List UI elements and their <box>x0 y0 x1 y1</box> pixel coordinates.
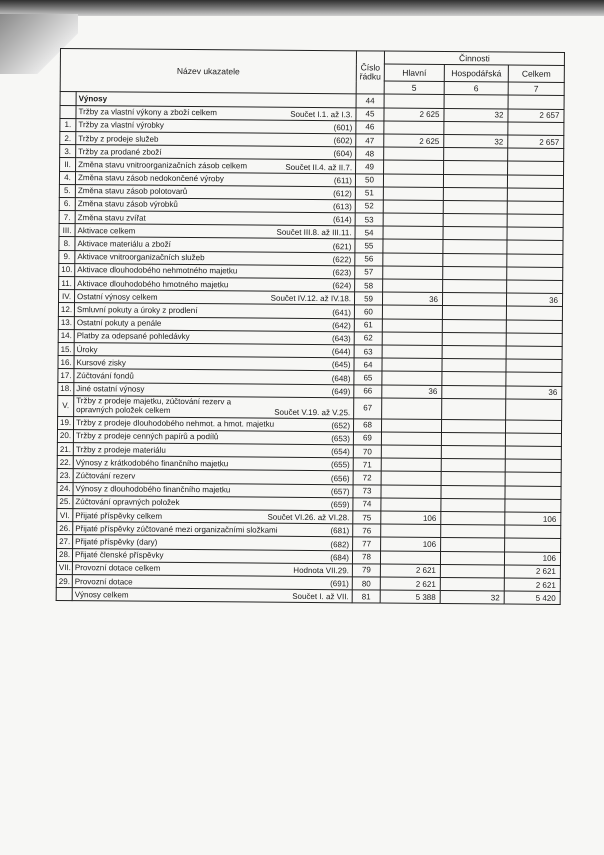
row-label: Zúčtování opravných položek <box>75 497 180 508</box>
row-code: 1. <box>60 118 76 131</box>
row-account-ref: (612) <box>333 189 352 199</box>
value-main <box>383 187 443 201</box>
row-account-ref: (614) <box>332 215 352 225</box>
row-number: 55 <box>355 239 383 252</box>
value-main <box>383 279 443 293</box>
row-name <box>72 588 352 603</box>
value-main <box>382 398 442 419</box>
row-account-ref: (649) <box>331 386 351 396</box>
value-economic <box>443 174 507 188</box>
row-number: 46 <box>356 121 384 134</box>
row-number: 53 <box>355 213 383 226</box>
row-account-ref: (684) <box>330 552 350 563</box>
value-total <box>508 161 564 175</box>
row-label: Aktivace materiálu a zboží <box>77 239 171 249</box>
row-code: 12. <box>58 303 74 316</box>
row-label: Tržby z prodeje materiálu <box>75 444 166 455</box>
row-label: Tržby za vlastní výkony a zboží celkem <box>78 107 217 118</box>
value-economic <box>440 551 504 565</box>
value-main <box>381 445 441 459</box>
row-label: Úroky <box>76 344 98 354</box>
value-economic <box>440 577 504 591</box>
value-total <box>507 254 563 268</box>
row-number: 49 <box>356 160 384 173</box>
row-account-ref: (621) <box>332 241 352 251</box>
value-main <box>382 371 442 385</box>
value-main <box>384 94 444 108</box>
value-main <box>384 121 444 135</box>
value-economic <box>443 187 507 201</box>
row-label: Jiné ostatní výnosy <box>76 384 145 394</box>
row-number: 76 <box>353 524 381 537</box>
value-total <box>506 333 562 347</box>
row-account-ref: (601) <box>333 123 353 133</box>
value-total <box>505 499 561 513</box>
row-number: 68 <box>353 419 381 432</box>
value-economic <box>443 253 507 267</box>
row-code: 6. <box>59 197 75 210</box>
value-total <box>507 201 563 215</box>
row-label: Tržby z prodeje majetku, zúčtování rezerv a opravných položek celkem <box>76 396 232 415</box>
row-label: Smluvní pokuty a úroky z prodlení <box>76 305 198 316</box>
row-code: 4. <box>59 171 75 184</box>
row-code: 19. <box>58 416 74 429</box>
value-total <box>506 399 562 420</box>
header-total-num: 7 <box>508 82 564 96</box>
row-label: Platby za odepsané pohledávky <box>76 331 190 342</box>
value-main <box>383 213 443 227</box>
row-code <box>56 588 72 601</box>
value-total: 2 657 <box>508 135 564 149</box>
row-label: Změna stavu zvířat <box>77 212 146 223</box>
value-total <box>506 359 562 373</box>
value-economic <box>444 148 508 162</box>
row-label: Ostatní výnosy celkem <box>77 291 158 302</box>
value-main <box>382 305 442 319</box>
row-number: 75 <box>353 511 381 524</box>
value-main: 36 <box>382 292 442 306</box>
header-total: Celkem <box>508 65 564 82</box>
row-account-ref: (645) <box>331 360 351 370</box>
row-account-ref: (642) <box>332 320 351 331</box>
value-main: 2 625 <box>384 108 444 122</box>
row-account-ref: (644) <box>331 347 351 357</box>
income-statement-sheet <box>55 48 564 718</box>
table-body <box>56 92 564 605</box>
value-economic <box>442 398 506 420</box>
row-code: 22. <box>57 456 73 469</box>
value-main <box>383 226 443 240</box>
row-label: Aktivace vnitroorganizačních služeb <box>77 252 205 263</box>
value-economic <box>441 432 505 446</box>
value-main <box>382 332 442 346</box>
value-economic <box>442 385 506 399</box>
row-account-ref: (624) <box>332 281 352 291</box>
row-number: 63 <box>354 345 382 358</box>
value-total <box>508 148 564 162</box>
row-code: 7. <box>59 211 75 224</box>
row-number: 69 <box>353 432 381 445</box>
row-code: VI. <box>57 508 73 521</box>
row-account-ref: (613) <box>333 202 352 212</box>
value-economic <box>441 419 505 433</box>
row-number: 59 <box>354 292 382 305</box>
value-economic <box>443 266 507 280</box>
row-number: 74 <box>353 498 381 511</box>
row-code: 9. <box>59 250 75 263</box>
row-account-ref: Součet II.4. až II.7. <box>285 162 353 172</box>
row-number: 51 <box>355 187 383 200</box>
row-number: 56 <box>355 252 383 265</box>
value-total <box>507 267 563 281</box>
row-label: Přijaté příspěvky (dary) <box>75 537 158 547</box>
scan-edge <box>0 0 604 16</box>
row-label: Přijaté příspěvky zúčtované mezi organizačními složkami <box>75 523 278 535</box>
value-economic <box>442 372 506 386</box>
row-number: 71 <box>353 458 381 471</box>
value-total <box>506 306 562 320</box>
value-economic <box>444 161 508 175</box>
row-account-ref: (641) <box>332 307 351 317</box>
row-code: 11. <box>59 276 75 289</box>
row-account-ref: (623) <box>332 268 352 278</box>
row-account-ref: (652) <box>331 421 351 431</box>
value-main <box>381 524 441 538</box>
value-total <box>507 214 563 228</box>
value-total: 106 <box>505 512 561 526</box>
row-account-ref: (611) <box>333 175 353 185</box>
row-code: 8. <box>59 237 75 250</box>
row-number: 73 <box>353 484 381 497</box>
value-economic <box>441 472 505 486</box>
row-code: 26. <box>57 522 73 535</box>
value-economic <box>442 345 506 359</box>
value-total: 5 420 <box>504 591 560 605</box>
value-main <box>384 147 444 161</box>
value-economic <box>441 525 505 539</box>
value-main: 36 <box>382 385 442 399</box>
value-total <box>507 240 563 254</box>
value-total <box>507 280 563 294</box>
row-label: Změna stavu vnitroorganizačních zásob celkem <box>78 160 248 171</box>
value-economic <box>440 564 504 578</box>
row-account-ref: Součet I.1. až I.3. <box>290 109 353 120</box>
value-total: 36 <box>506 293 562 307</box>
value-economic <box>442 319 506 333</box>
value-main <box>383 239 443 253</box>
row-account-ref: (659) <box>330 500 350 510</box>
row-code: 21. <box>57 443 73 456</box>
header-economic-num: 6 <box>444 82 508 96</box>
row-number: 70 <box>353 445 381 458</box>
row-label: Zúčtování fondů <box>76 371 134 381</box>
value-main <box>381 485 441 499</box>
row-code: 24. <box>57 482 73 495</box>
row-number: 54 <box>355 226 383 239</box>
income-table <box>56 48 565 605</box>
value-total: 2 657 <box>508 109 564 123</box>
value-total <box>505 459 561 473</box>
row-code: 13. <box>58 316 74 329</box>
row-code: 16. <box>58 356 74 369</box>
value-main <box>383 200 443 214</box>
row-code: II. <box>60 158 76 171</box>
row-account-ref: (655) <box>331 460 350 470</box>
value-total: 36 <box>506 386 562 400</box>
row-number: 60 <box>354 305 382 318</box>
header-main-num: 5 <box>384 81 444 95</box>
row-number: 62 <box>354 332 382 345</box>
row-label: Provozní dotace celkem <box>74 563 161 574</box>
row-number: 81 <box>352 590 380 603</box>
row-code: 18. <box>58 382 74 395</box>
row-code: VII. <box>56 561 72 574</box>
value-economic <box>444 95 508 109</box>
value-main <box>383 253 443 267</box>
row-code: 5. <box>59 184 75 197</box>
row-number: 65 <box>354 371 382 384</box>
row-label: Přijaté příspěvky celkem <box>75 510 163 521</box>
row-code: 10. <box>59 263 75 276</box>
value-total <box>507 188 563 202</box>
value-main <box>382 319 442 333</box>
header-economic: Hospodářská <box>444 65 508 83</box>
row-label: Výnosy <box>78 94 108 104</box>
row-code: 15. <box>58 342 74 355</box>
row-number: 77 <box>353 537 381 550</box>
value-total: 106 <box>504 552 560 566</box>
row-number: 61 <box>354 318 382 331</box>
value-economic <box>444 121 508 135</box>
value-total <box>505 433 561 447</box>
row-account-ref: (653) <box>331 434 350 444</box>
value-economic: 32 <box>440 591 504 605</box>
value-total <box>508 95 564 109</box>
row-number: 80 <box>352 577 380 590</box>
row-account-ref: (691) <box>330 579 349 589</box>
value-economic <box>443 200 507 214</box>
row-code: 28. <box>56 548 72 561</box>
row-code: 23. <box>57 469 73 482</box>
value-economic <box>441 446 505 460</box>
row-code: V. <box>58 395 74 416</box>
value-economic <box>442 306 506 320</box>
value-total <box>505 538 561 552</box>
row-label: Výnosy z krátkodobého finančního majetku <box>75 457 229 469</box>
value-total <box>505 486 561 500</box>
row-label: Tržby z prodeje cenných papírů a podílů <box>75 431 219 442</box>
value-economic <box>441 498 505 512</box>
row-label: Aktivace celkem <box>77 225 136 236</box>
value-economic <box>443 214 507 228</box>
value-economic <box>441 512 505 526</box>
value-main <box>383 266 443 280</box>
row-code: 27. <box>57 535 73 548</box>
value-main <box>384 160 444 174</box>
row-label: Zúčtování rezerv <box>75 471 136 481</box>
value-economic <box>441 485 505 499</box>
row-account-ref: (604) <box>333 149 353 159</box>
row-label: Ostatní pokuty a penále <box>76 318 162 328</box>
row-name <box>74 395 354 418</box>
value-economic <box>443 240 507 254</box>
row-account-ref: (682) <box>330 539 350 549</box>
row-code: 3. <box>60 145 76 158</box>
value-main: 2 621 <box>380 564 440 578</box>
value-main <box>381 498 441 512</box>
row-code <box>60 92 76 105</box>
value-total <box>505 525 561 539</box>
value-total: 2 621 <box>504 565 560 579</box>
row-code: IV. <box>58 290 74 303</box>
row-number: 58 <box>355 279 383 292</box>
value-main <box>383 174 443 188</box>
header-name-col: Název ukazatele <box>60 49 356 95</box>
value-main: 106 <box>381 511 441 525</box>
row-label: Kursové zisky <box>76 357 126 368</box>
row-label: Přijaté členské příspěvky <box>74 550 164 560</box>
row-number: 66 <box>354 384 382 397</box>
row-label: Změna stavu zásob výrobků <box>77 199 178 210</box>
row-account-ref: Součet VI.26. až VI.28. <box>267 512 350 523</box>
row-label: Tržby za prodané zboží <box>78 146 162 157</box>
row-account-ref: (654) <box>331 447 350 457</box>
row-code: 25. <box>57 495 73 508</box>
value-total <box>506 372 562 386</box>
row-label: Změna stavu zásob nedokončené výroby <box>77 173 224 184</box>
row-number: 78 <box>352 550 380 563</box>
value-main: 2 621 <box>380 577 440 591</box>
header-row-col: Číslo řádku <box>356 51 384 95</box>
row-account-ref: (656) <box>330 473 350 483</box>
row-account-ref: Součet V.19. až V.25. <box>274 407 351 417</box>
value-economic <box>441 538 505 552</box>
row-number: 57 <box>355 266 383 279</box>
value-economic <box>443 280 507 294</box>
row-label: Změna stavu zásob polotovarů <box>77 186 188 197</box>
row-label: Tržby za vlastní výrobky <box>78 120 164 131</box>
value-main: 106 <box>381 537 441 551</box>
value-total <box>507 175 563 189</box>
header-activities: Činnosti <box>384 51 564 66</box>
row-label: Provozní dotace <box>74 576 133 587</box>
row-number: 48 <box>356 147 384 160</box>
row-account-ref: (648) <box>331 373 351 383</box>
value-main <box>381 471 441 485</box>
row-number: 64 <box>354 358 382 371</box>
row-number: 67 <box>354 398 382 419</box>
row-number: 79 <box>352 564 380 577</box>
row-account-ref: (622) <box>332 254 352 265</box>
row-code: III. <box>59 224 75 237</box>
row-account-ref: (657) <box>330 486 350 497</box>
value-economic <box>442 293 506 307</box>
table-row <box>56 588 560 605</box>
row-code: 14. <box>58 329 74 342</box>
value-total <box>505 472 561 486</box>
row-number: 72 <box>353 471 381 484</box>
value-main <box>380 551 440 565</box>
value-main: 2 625 <box>384 134 444 148</box>
value-economic: 32 <box>444 134 508 148</box>
row-number: 45 <box>356 107 384 120</box>
row-number: 44 <box>356 94 384 107</box>
value-main: 5 388 <box>380 590 440 604</box>
row-number: 52 <box>355 200 383 213</box>
row-code: 2. <box>60 131 76 144</box>
row-account-ref: Hodnota VII.29. <box>293 565 349 576</box>
row-code: 20. <box>57 429 73 442</box>
value-main <box>381 419 441 433</box>
row-account-ref: (681) <box>330 526 350 536</box>
row-label: Aktivace dlouhodobého nehmotného majetku <box>77 265 238 276</box>
value-total <box>507 227 563 241</box>
row-account-ref: Součet IV.12. až IV.18. <box>270 294 352 304</box>
row-label: Tržby z prodeje dlouhodobého nehmot. a hmot. majetku <box>76 418 275 429</box>
header-main: Hlavní <box>384 64 444 81</box>
row-label: Tržby z prodeje služeb <box>78 133 159 144</box>
row-account-ref: (643) <box>332 334 351 344</box>
value-main <box>381 458 441 472</box>
row-account-ref: Součet I. až VII. <box>292 592 349 602</box>
value-total <box>505 446 561 460</box>
value-main <box>382 345 442 359</box>
value-total <box>506 320 562 334</box>
row-account-ref: Součet III.8. až III.11. <box>276 228 352 238</box>
row-label: Výnosy celkem <box>74 589 129 600</box>
row-label: Výnosy z dlouhodobého finančního majetku <box>75 484 231 495</box>
value-total: 2 621 <box>504 578 560 592</box>
value-economic <box>441 459 505 473</box>
row-account-ref: (602) <box>333 136 353 146</box>
row-code: 29. <box>56 574 72 587</box>
row-code: 17. <box>58 369 74 382</box>
value-main <box>381 432 441 446</box>
value-main <box>382 358 442 372</box>
value-total <box>506 346 562 360</box>
value-economic <box>442 359 506 373</box>
row-number: 47 <box>356 134 384 147</box>
value-economic <box>443 227 507 241</box>
value-economic <box>442 332 506 346</box>
value-total <box>508 122 564 136</box>
row-number: 50 <box>355 173 383 186</box>
value-total <box>505 420 561 434</box>
value-economic: 32 <box>444 108 508 122</box>
row-label: Aktivace dlouhodobého hmotného majetku <box>77 278 229 289</box>
row-code <box>60 105 76 118</box>
